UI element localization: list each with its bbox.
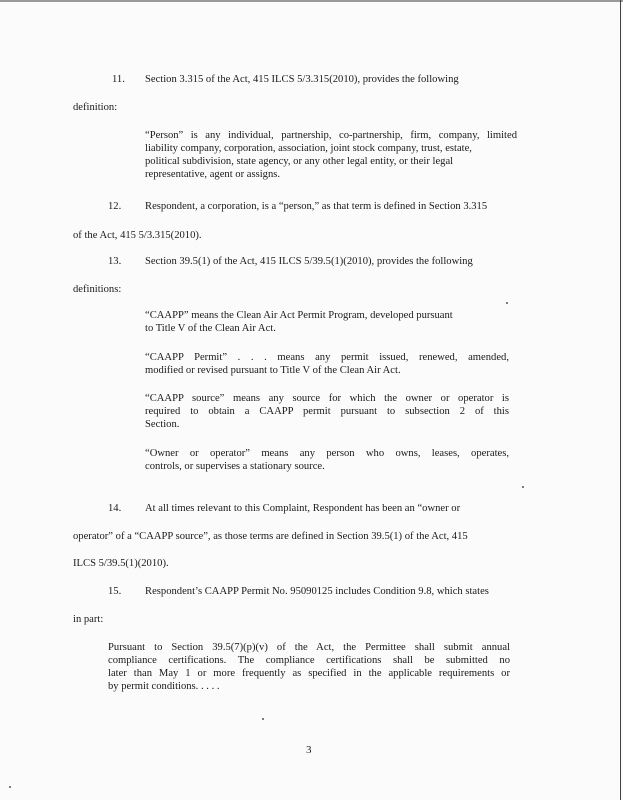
para-13-number: 13. bbox=[108, 256, 122, 267]
para-11-number: 11. bbox=[112, 74, 125, 85]
para-11-line2: definition: bbox=[73, 102, 118, 113]
condition-9-8-block bbox=[108, 641, 510, 693]
quote-line: political subdivision, state agency, or any other legal entity, or their legal bbox=[145, 156, 454, 167]
para-14-line3: ILCS 5/39.5(1)(2010). bbox=[73, 558, 169, 569]
scan-speck bbox=[262, 718, 264, 720]
quote-line: required to obtain a CAAPP permit pursuant to subsection 2 of this bbox=[145, 406, 509, 417]
quote-line: modified or revised pursuant to Title V of the Clean Air Act. bbox=[145, 365, 401, 376]
para-12-line1: Respondent, a corporation, is a “person,” as that term is defined in Section 3.315 bbox=[145, 201, 488, 212]
quote-line: Section. bbox=[145, 419, 180, 430]
scan-speck bbox=[9, 786, 11, 788]
quote-line: “CAAPP source” means any source for which the owner or operator is bbox=[145, 393, 509, 404]
para-14-number: 14. bbox=[108, 503, 122, 514]
quote-line: representative, agent or assigns. bbox=[145, 169, 281, 180]
para-15-line2: in part: bbox=[73, 614, 104, 625]
quote-line: “CAAPP Permit” . . . means any permit issued, renewed, amended, bbox=[145, 352, 509, 363]
quote-line: later than May 1 or more frequently as specified in the applicable requirements or bbox=[108, 668, 510, 679]
para-15-line1: Respondent’s CAAPP Permit No. 95090125 includes Condition 9.8, which states bbox=[145, 586, 489, 597]
quote-line: Pursuant to Section 39.5(7)(p)(v) of the Act, the Permittee shall submit annual bbox=[108, 642, 510, 653]
quote-line: “Person” is any individual, partnership, co-partnership, firm, company, limited bbox=[145, 130, 517, 141]
quote-line: controls, or supervises a stationary source. bbox=[145, 461, 325, 472]
quote-line: “CAAPP” means the Clean Air Act Permit Program, developed pursuant bbox=[145, 310, 453, 321]
para-13-line2: definitions: bbox=[73, 284, 122, 295]
para-13-line1: Section 39.5(1) of the Act, 415 ILCS 5/39.5(1)(2010), provides the following bbox=[145, 256, 473, 267]
quote-line: by permit conditions. . . . . bbox=[108, 681, 220, 692]
scan-speck bbox=[506, 302, 508, 304]
quote-line: to Title V of the Clean Air Act. bbox=[145, 323, 276, 334]
quote-line: “Owner or operator” means any person who owns, leases, operates, bbox=[145, 448, 509, 459]
scan-edge-right bbox=[620, 0, 621, 800]
quote-line: compliance certifications. The compliance certifications shall be submitted no bbox=[108, 655, 510, 666]
person-definition-block bbox=[145, 129, 517, 181]
scan-speck bbox=[522, 486, 524, 488]
page-number: 3 bbox=[306, 744, 312, 756]
para-12-number: 12. bbox=[108, 201, 122, 212]
para-15-number: 15. bbox=[108, 586, 122, 597]
caapp-definition-block bbox=[145, 309, 509, 335]
para-11-line1: Section 3.315 of the Act, 415 ILCS 5/3.315(2010), provides the following bbox=[145, 74, 459, 85]
scan-edge-top bbox=[0, 0, 623, 2]
para-14-line1: At all times relevant to this Complaint, Respondent has been an “owner or bbox=[145, 503, 461, 514]
caapp-permit-definition-block bbox=[145, 351, 509, 377]
para-12-line2: of the Act, 415 5/3.315(2010). bbox=[73, 230, 202, 241]
para-14-line2: operator” of a “CAAPP source”, as those terms are defined in Section 39.5(1) of the Act, 415 bbox=[73, 531, 468, 542]
quote-line: liability company, corporation, association, joint stock company, trust, estate, bbox=[145, 143, 472, 154]
caapp-source-definition-block bbox=[145, 392, 509, 431]
owner-operator-definition-block bbox=[145, 447, 509, 473]
